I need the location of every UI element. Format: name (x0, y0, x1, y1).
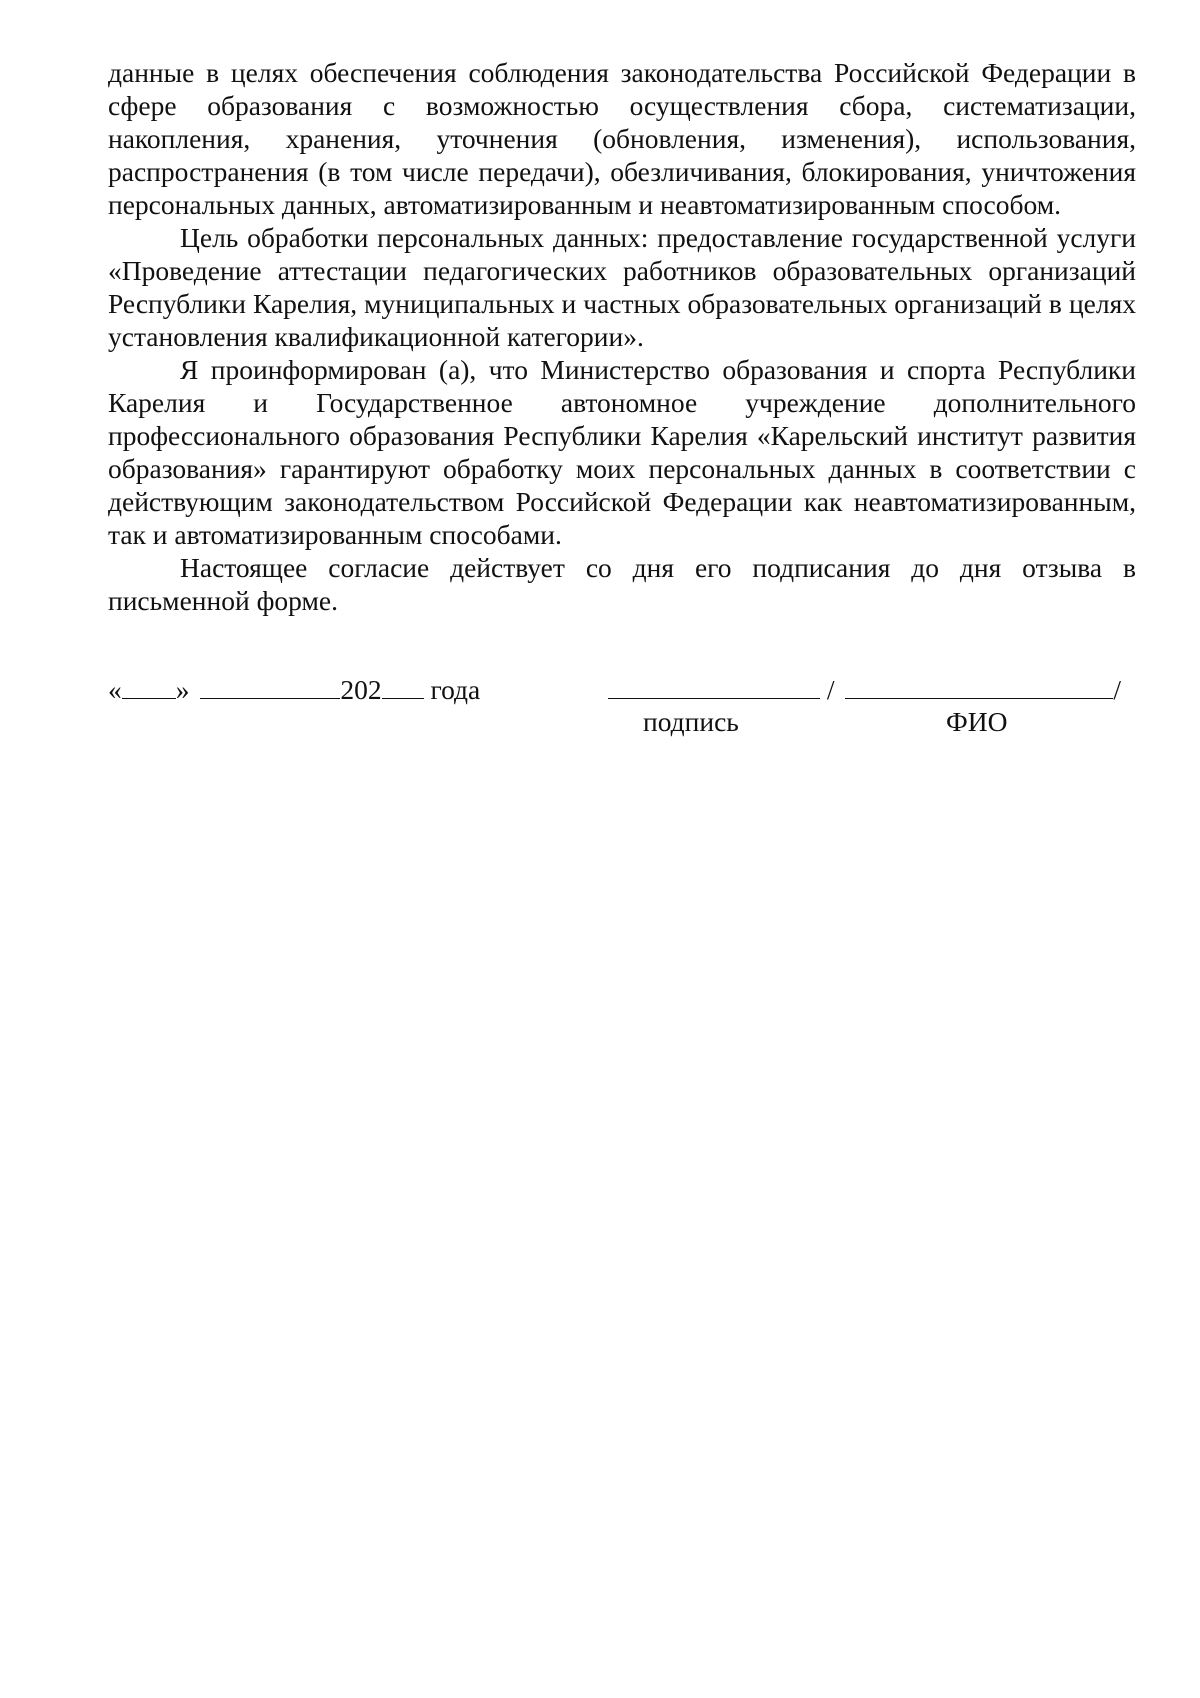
consent-body (108, 56, 1136, 617)
month-blank[interactable] (200, 672, 340, 699)
day-blank[interactable] (122, 672, 176, 699)
paragraph-purpose-continuation: данные в целях обеспечения соблюдения законодательства Российской Федерации в сфере образования с возможностью осуществления сбора, систематизации, накопления, хранения, уточнения (обновления, изменения), использования, распространения (в том числе передачи), обезличивания, блокирования, уничтожения персональных данных, автоматизированным и неавтоматизированным способом. (108, 57, 1136, 220)
signature-caption: подпись (643, 706, 739, 737)
paragraph-validity: Настоящее согласие действует со дня его подписания до дня отзыва в письменной форме. (108, 552, 1136, 616)
signature-section (108, 672, 1136, 752)
date-field-group (108, 672, 480, 706)
signature-separator: / (826, 674, 835, 705)
signature-field-group (608, 672, 1121, 706)
paragraph-processing-goal: Цель обработки персональных данных: предоставление государственной услуги «Проведение аттестации педагогических работников образовательных организаций Республики Карелия, муниципальных и частных образовательных организаций в целях установления квалификационной категории». (108, 222, 1136, 352)
fio-caption: ФИО (946, 706, 1008, 737)
fio-blank[interactable] (845, 672, 1113, 699)
year-prefix: 202 (340, 674, 382, 705)
signature-blank[interactable] (608, 672, 820, 699)
year-word: года (430, 674, 481, 705)
date-close-quote: » (175, 674, 190, 705)
year-blank[interactable] (382, 672, 424, 699)
trailing-slash: / (1113, 674, 1122, 705)
paragraph-guarantee: Я проинформирован (а), что Министерство образования и спорта Республики Карелия и Государственное автономное учреждение дополнительного профессионального образования Республики Карелия «Карельский институт развития образования» гарантируют обработку моих персональных данных в соответствии с действующим законодательством Российской Федерации как неавтоматизированным, так и автоматизированным способами. (108, 354, 1136, 550)
date-open-quote: « (108, 674, 122, 705)
